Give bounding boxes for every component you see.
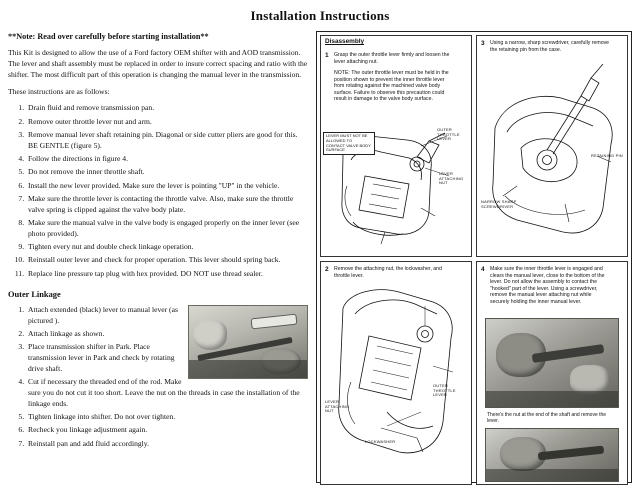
list-item: 2. Attach linkage as shown. — [26, 329, 308, 340]
instructions-column — [8, 31, 308, 486]
figure-1-callout-valve-body: LEVER MUST NOT BE ALLOWED TO CONTACT VALVE BODY SURFACE — [323, 132, 375, 155]
page-title: Installation Instructions — [250, 8, 390, 23]
outer-linkage-photo-wrap — [8, 305, 308, 449]
list-item: 5. Tighten linkage into shifter. Do not over tighten. — [26, 412, 308, 423]
figure-3-callout-retaining-pin: RETAINING PIN — [591, 153, 623, 158]
linkage-photo — [188, 305, 308, 379]
figure-3-retaining-pin — [476, 35, 628, 257]
list-item: 4. Follow the directions in figure 4. — [26, 154, 308, 165]
figure-3-step-text: Using a narrow, sharp screwdriver, carefully remove the retaining pin from the case. — [490, 40, 610, 53]
list-item: 3. Place transmission shifter in Park. Place transmission lever in Park and check by rotating drive shaft. — [26, 342, 308, 374]
figure-4-step-text: Make sure the inner throttle lever is engaged and clears the manual lever, close to the bottom of the lever. Do not allow the assembly to contact the "hooked" part of the lever. Using a screwdriver, remove the manual lever attaching nut while securely holding the inner manual lever. — [490, 266, 605, 305]
list-item: 2. Remove outer throttle lever nut and arm. — [26, 117, 308, 128]
figure-1-disassembly — [320, 35, 472, 257]
figure-1-callout-attaching-nut: LEVER ATTACHING NUT — [439, 171, 464, 186]
figure-4-manual-lever — [476, 261, 628, 485]
figure-2-remove-nut — [320, 261, 472, 485]
photo-shadow — [189, 360, 307, 378]
figure-1-note-text: NOTE: The outer throttle lever must be held in the position shown to prevent the inner throttle lever from rotating against the machined valve body surface. Failure to observe this precaution could result in damage to the valve body surface. — [334, 70, 449, 102]
figure-2-callout-lockwasher: LOCKWASHER — [365, 439, 396, 444]
figure-2-callout-throttle-lever: OUTER THROTTLE LEVER — [433, 383, 456, 398]
figure-4-photo2-shaft — [538, 446, 604, 461]
list-item: 10. Reinstall outer lever and check for proper operation. This lever should spring back. — [26, 255, 308, 266]
figures-panel — [316, 31, 632, 483]
figure-4-step-number: 4 — [481, 266, 485, 273]
figure-2-step-number: 2 — [325, 266, 329, 273]
list-item: 1. Drain fluid and remove transmission pan. — [26, 103, 308, 114]
figure-4-photo-shadow — [486, 391, 618, 407]
figure-3-step-number: 3 — [481, 40, 485, 47]
figure-4-photo — [485, 318, 619, 408]
figure-1-title: Disassembly — [325, 38, 365, 45]
outer-linkage-heading: Outer Linkage — [8, 290, 61, 300]
photo-shape-bracket — [193, 320, 227, 350]
figure-1-step-text: Grasp the outer throttle lever firmly and loosen the lever attaching nut. — [334, 52, 450, 65]
warning-note: **Note: Read over carefully before starting installation** — [8, 32, 209, 41]
figure-4-caption: There's the nut at the end of the shaft and remove the lever. — [487, 412, 607, 425]
figure-2-artwork — [321, 262, 471, 484]
list-item: 6. Install the new lever provided. Make sure the lever is pointing "UP" in the vehicle. — [26, 181, 308, 192]
list-item: 3. Remove manual lever shaft retaining pin. Diagonal or side cutter pliers are good for this. BE GENTLE (figure 5). — [26, 130, 308, 152]
list-item: 5. Do not remove the inner throttle shaft. — [26, 167, 308, 178]
figure-4-photo-secondary — [485, 428, 619, 482]
list-item: 8. Make sure the manual valve in the valve body is engaged properly on the inner lever (see photo provided). — [26, 218, 308, 240]
lead-in-paragraph: These instructions are as follows: — [8, 86, 110, 96]
page-columns — [8, 31, 632, 486]
list-item: 6. Recheck you linkage adjustment again. — [26, 425, 308, 436]
figure-1-callout-throttle-lever: OUTER THROTTLE LEVER — [437, 127, 460, 142]
intro-paragraph: This Kit is designed to allow the use of a Ford factory OEM shifter with and AOD transmission. The lever and shaft assembly must be replaced in order to insure correct spacing and ratio with the shifter. The most difficult part of this operation is changing the manual lever in the transmission. — [8, 48, 308, 79]
list-item: 7. Reinstall pan and add fluid accordingly. — [26, 439, 308, 450]
list-item: 1. Attach extended (black) lever to manual lever (as pictured ). — [26, 305, 308, 327]
photo-shape-lever — [251, 314, 298, 330]
figure-2-step-text: Remove the attaching nut, the lockwasher, and throttle lever. — [334, 266, 442, 279]
figure-3-callout-screwdriver: NARROW SHARP SCREWDRIVER — [481, 199, 517, 209]
figure-1-step-number: 1 — [325, 52, 329, 59]
figure-4-photo2-shadow — [486, 469, 618, 481]
figure-2-callout-attaching-nut: LEVER ATTACHING NUT — [325, 399, 350, 414]
list-item: 4. Cut if necessary the threaded end of the rod. Make sure you do not cut it too short. Leave the nut on the threads in case the installation of the linkage ends. — [26, 377, 308, 409]
list-item: 7. Make sure the throttle lever is contacting the throttle valve. Also, make sure the throttle valve spring is clipped against the valve body plate. — [26, 194, 308, 216]
figure-3-artwork — [477, 36, 627, 256]
figure-grid — [320, 35, 628, 479]
list-item: 9. Tighten every nut and double check linkage operation. — [26, 242, 308, 253]
main-steps-list — [8, 103, 308, 279]
list-item: 11. Replace line pressure tap plug with hex provided. DO NOT use thread sealer. — [26, 269, 308, 280]
